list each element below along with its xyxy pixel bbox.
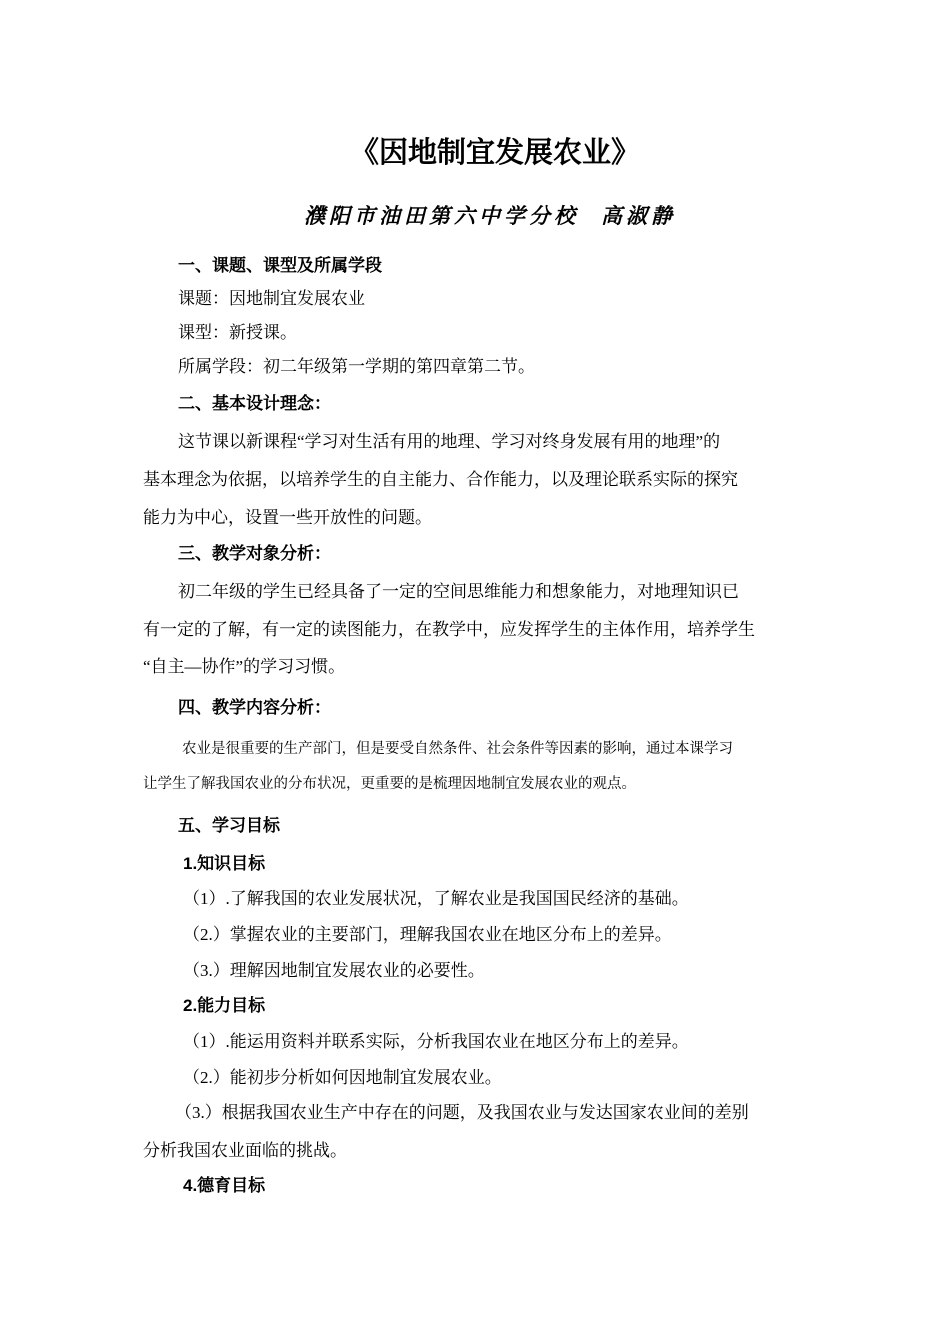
knowledge-goals-heading: 1.知识目标: [183, 854, 266, 873]
author-name: 高淑静: [601, 204, 676, 228]
section-4-line-2: 让学生了解我国农业的分布状况，更重要的是梳理因地制宜发展农业的观点。: [143, 776, 636, 792]
section-3-heading: 三、教学对象分析：: [178, 544, 331, 563]
knowledge-goal-3: （3.）理解因地制宜发展农业的必要性。: [183, 961, 485, 980]
knowledge-goal-2: （2.）掌握农业的主要部门，理解我国农业在地区分布上的差异。: [183, 925, 672, 944]
document-title: 《因地制宜发展农业》: [349, 137, 640, 169]
section-1-heading: 一、课题、课型及所属学段: [178, 256, 382, 275]
section-3-line-1: 初二年级的学生已经具备了一定的空间思维能力和想象能力，对地理知识已: [178, 582, 739, 601]
ability-goal-2: （2.）能初步分析如何因地制宜发展农业。: [183, 1068, 502, 1087]
section-5-heading: 五、学习目标: [178, 816, 280, 835]
knowledge-goal-1: （1）.了解我国的农业发展状况，了解农业是我国国民经济的基础。: [183, 889, 689, 908]
section-2-line-2: 基本理念为依据，以培养学生的自主能力、合作能力，以及理论联系实际的探究: [143, 470, 738, 489]
author-line: [0, 200, 950, 230]
section-2-line-1: 这节课以新课程“学习对生活有用的地理、学习对终身发展有用的地理”的: [178, 432, 721, 451]
ability-goal-3-line-2: 分析我国农业面临的挑战。: [143, 1141, 347, 1160]
section-4-heading: 四、教学内容分析：: [178, 698, 331, 717]
section-3-line-2: 有一定的了解，有一定的读图能力，在教学中，应发挥学生的主体作用，培养学生: [143, 620, 755, 639]
section-4-line-1: 农业是很重要的生产部门，但是要受自然条件、社会条件等因素的影响，通过本课学习: [182, 741, 733, 757]
section-1-topic: 课题：因地制宜发展农业: [178, 289, 365, 308]
section-2-line-3: 能力为中心，设置一些开放性的问题。: [143, 508, 432, 527]
ability-goal-3-line-1: （3.）根据我国农业生产中存在的问题，及我国农业与发达国家农业间的差别: [175, 1103, 749, 1122]
section-1-stage: 所属学段：初二年级第一学期的第四章第二节。: [178, 357, 535, 376]
author-school: 濮阳市油田第六中学分校: [304, 204, 579, 228]
section-1-type: 课型：新授课。: [178, 323, 297, 342]
section-3-line-3: “自主—协作”的学习习惯。: [143, 657, 346, 676]
section-2-heading: 二、基本设计理念：: [178, 394, 331, 413]
moral-goals-heading: 4.德育目标: [183, 1176, 266, 1195]
ability-goals-heading: 2.能力目标: [183, 996, 266, 1015]
ability-goal-1: （1）.能运用资料并联系实际，分析我国农业在地区分布上的差异。: [183, 1032, 689, 1051]
